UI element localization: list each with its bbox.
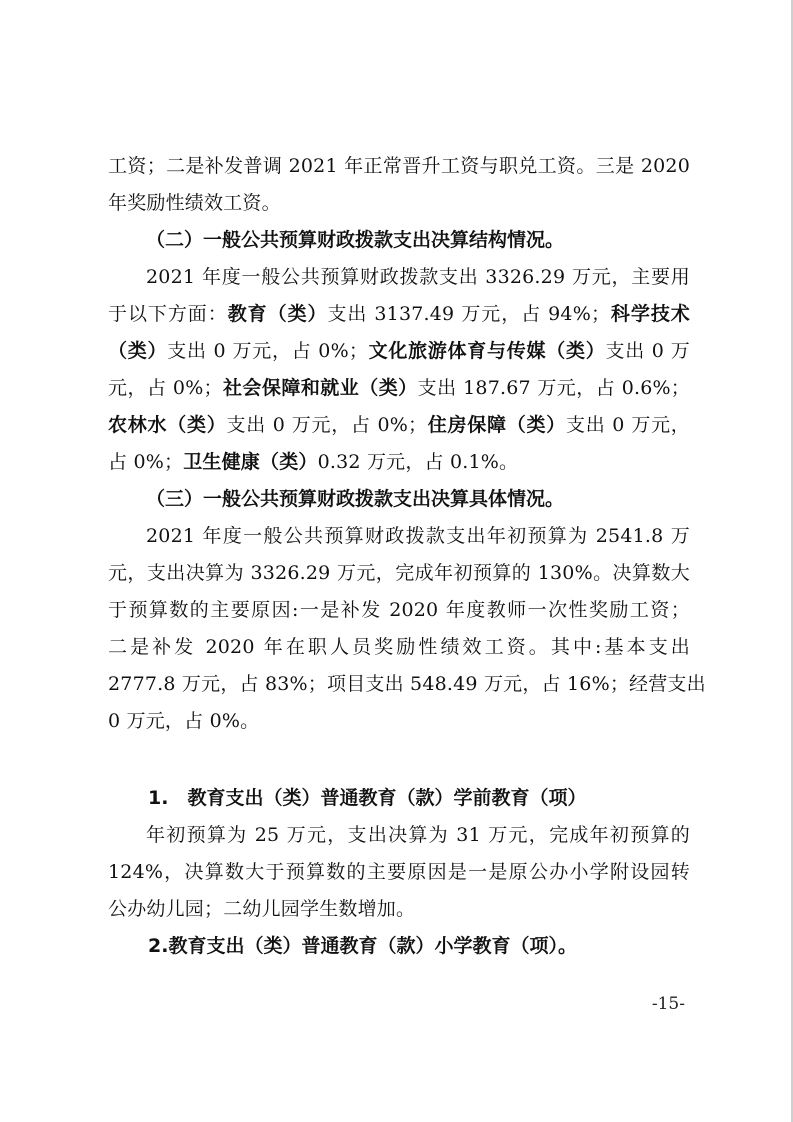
bold-category: 住房保障（类） bbox=[427, 414, 566, 436]
paragraph-line: 于预算数的主要原因:一是补发 2020 年度教师一次性奖励工资； bbox=[108, 599, 690, 621]
text-run: 支出 187.67 万元，占 0.6%； bbox=[417, 377, 690, 399]
text-run: 占 0%； bbox=[108, 451, 184, 473]
paragraph-line: 2021 年度一般公共预算财政拨款支出年初预算为 2541.8 万 bbox=[146, 525, 690, 547]
text-run: 支出 0 万元， bbox=[566, 414, 691, 436]
text-run: 元，占 0%； bbox=[108, 377, 223, 399]
bold-category: 社会保障和就业（类） bbox=[222, 377, 418, 399]
section-heading-2: （二）一般公共预算财政拨款支出决算结构情况。 bbox=[146, 229, 565, 251]
bold-category: 教育（类） bbox=[227, 303, 328, 325]
paragraph-line bbox=[108, 407, 690, 444]
section-heading-3: （三）一般公共预算财政拨款支出决算具体情况。 bbox=[146, 488, 565, 510]
subsection-heading-1: 1. 教育支出（类）普通教育（款）学前教育（项） bbox=[148, 787, 587, 809]
subsection-heading-2: 2.教育支出（类）普通教育（款）小学教育（项）。 bbox=[148, 935, 577, 957]
paragraph-line: 124%，决算数大于预算数的主要原因是一是原公办小学附设园转 bbox=[108, 861, 690, 883]
bold-category: 农林水（类） bbox=[108, 414, 227, 436]
text-run: 支出 0 万 bbox=[605, 340, 690, 362]
spacer bbox=[108, 740, 690, 780]
paragraph-line bbox=[108, 444, 690, 481]
bold-category: 卫生健康（类） bbox=[183, 451, 318, 473]
bold-category: 文化旅游体育与传媒（类） bbox=[368, 340, 606, 362]
paragraph-line: 年奖励性绩效工资。 bbox=[108, 192, 281, 214]
paragraph-line bbox=[108, 333, 690, 370]
paragraph-line bbox=[108, 296, 690, 333]
paragraph-line bbox=[108, 370, 690, 407]
bold-category: （类） bbox=[108, 340, 168, 362]
bold-category: 科学技术 bbox=[610, 303, 690, 325]
page-number: -15- bbox=[651, 994, 685, 1014]
paragraph-line: 年初预算为 25 万元，支出决算为 31 万元，完成年初预算的 bbox=[146, 824, 690, 846]
paragraph-line: 工资；二是补发普调 2021 年正常晋升工资与职兑工资。三是 2020 bbox=[108, 155, 690, 177]
paragraph-line: 二是补发 2020 年在职人员奖励性绩效工资。其中:基本支出 bbox=[108, 636, 690, 658]
text-run: 支出 0 万元，占 0%； bbox=[226, 414, 428, 436]
text-run: 0.32 万元，占 0.1%。 bbox=[317, 451, 519, 473]
text-run: 于以下方面： bbox=[108, 303, 228, 325]
paragraph-line: 公办幼儿园；二幼儿园学生数增加。 bbox=[108, 898, 416, 920]
paragraph-line: 0 万元，占 0%。 bbox=[108, 710, 260, 732]
text-run: 支出 3137.49 万元，占 94%； bbox=[327, 303, 611, 325]
paragraph-line: 2777.8 万元，占 83%；项目支出 548.49 万元，占 16%；经营支出 bbox=[108, 673, 706, 695]
text-run: 支出 0 万元，占 0%； bbox=[167, 340, 369, 362]
paragraph-line: 元，支出决算为 3326.29 万元，完成年初预算的 130%。决算数大 bbox=[108, 562, 690, 584]
document-body bbox=[108, 148, 706, 965]
paragraph-line: 2021 年度一般公共预算财政拨款支出 3326.29 万元，主要用 bbox=[146, 266, 690, 288]
